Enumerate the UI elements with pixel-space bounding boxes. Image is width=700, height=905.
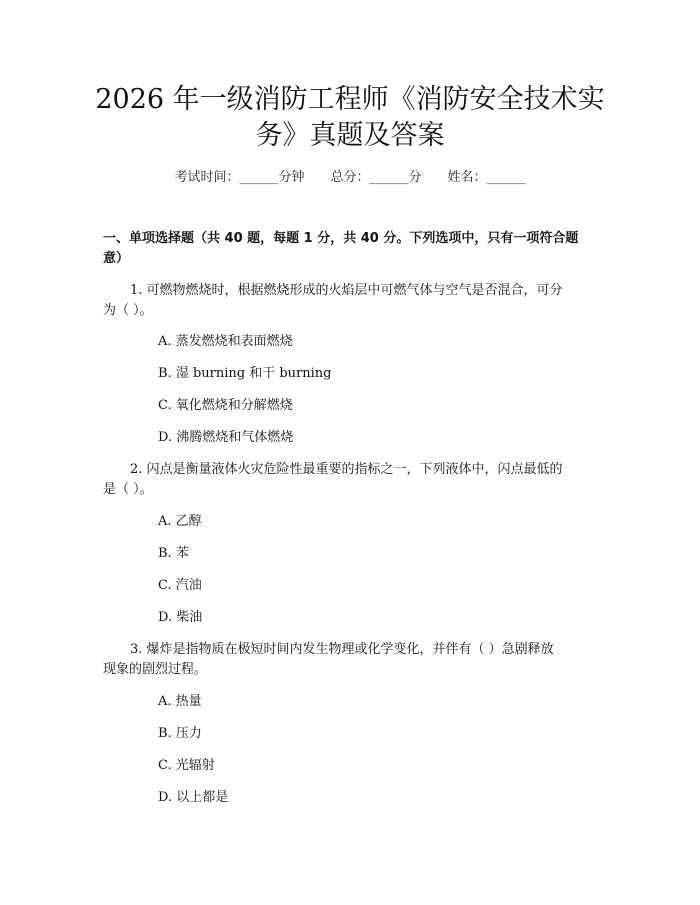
question-1-option-c: C. 氧化燃烧和分解燃烧 (158, 398, 293, 413)
question-3-option-b: B. 压力 (158, 726, 202, 741)
question-2-option-c: C. 汽油 (158, 578, 202, 593)
exam-time-field: 考试时间：______分钟 (174, 170, 305, 185)
question-2-option-d: D. 柴油 (158, 610, 203, 625)
document-title-line-1: 2026 年一级消防工程师《消防安全技术实 (95, 84, 605, 115)
question-3-option-d: D. 以上都是 (158, 790, 229, 805)
question-1-stem-line-2: 为（ ）。 (103, 303, 153, 318)
document-title-line-2: 务》真题及答案 (255, 120, 445, 151)
question-1-option-b: B. 湿 burning 和干 burning (158, 366, 332, 381)
question-3-option-c: C. 光辐射 (158, 758, 215, 773)
question-1-option-a: A. 蒸发燃烧和表面燃烧 (158, 334, 293, 349)
question-1-option-d: D. 沸腾燃烧和气体燃烧 (158, 430, 294, 445)
question-2-option-b: B. 苯 (158, 546, 189, 561)
question-1-stem-line-1: 1. 可燃物燃烧时，根据燃烧形成的火焰层中可燃气体与空气是否混合，可分 (130, 283, 563, 298)
question-3-option-a: A. 热量 (158, 694, 202, 709)
question-2-option-a: A. 乙醇 (158, 514, 202, 529)
question-2-stem-line-2: 是（ ）。 (103, 482, 153, 497)
name-field: 姓名：______ (447, 170, 526, 185)
question-3-stem-line-1: 3. 爆炸是指物质在极短时间内发生物理或化学变化，并伴有（ ）急剧释放 (130, 642, 554, 657)
exam-meta (0, 168, 700, 188)
section-heading-line-1: 一、单项选择题（共 40 题，每题 1 分，共 40 分。下列选项中，只有一项符合题 (103, 231, 579, 246)
question-2-stem-line-1: 2. 闪点是衡量液体火灾危险性最重要的指标之一，下列液体中，闪点最低的 (130, 462, 563, 477)
section-heading-line-2: 意） (103, 251, 130, 266)
total-score-field: 总分：______分 (330, 170, 422, 185)
question-3-stem-line-2: 现象的剧烈过程。 (103, 662, 208, 677)
